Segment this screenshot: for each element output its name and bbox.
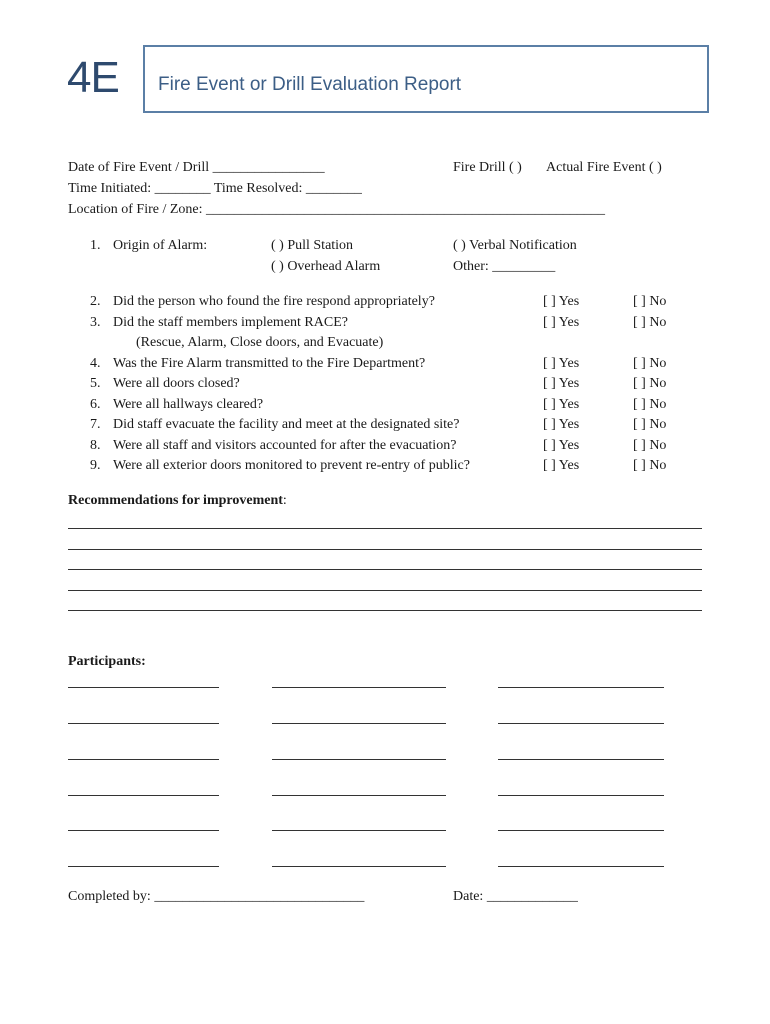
overhead-alarm-option[interactable]: ( ) Overhead Alarm: [271, 259, 381, 274]
recommendation-line[interactable]: [68, 569, 702, 570]
location-field[interactable]: Location of Fire / Zone: _________________________________________________________: [68, 202, 606, 217]
pull-station-option[interactable]: ( ) Pull Station: [271, 238, 354, 253]
participant-line[interactable]: [272, 830, 446, 831]
question-number: 4.: [90, 356, 101, 371]
yes-checkbox[interactable]: [ ] Yes: [543, 397, 580, 412]
question-number: 5.: [90, 376, 101, 391]
question-text: Were all staff and visitors accounted for after the evacuation?: [113, 438, 457, 453]
question-text: Did the person who found the fire respond appropriately?: [113, 294, 435, 309]
participant-line[interactable]: [68, 723, 219, 724]
no-checkbox[interactable]: [ ] No: [633, 356, 667, 371]
yes-checkbox[interactable]: [ ] Yes: [543, 376, 580, 391]
participants-label: Participants:: [68, 654, 146, 669]
participant-line[interactable]: [68, 687, 219, 688]
time-fields[interactable]: Time Initiated: ________ Time Resolved: ________: [68, 181, 362, 196]
participant-line[interactable]: [272, 866, 446, 867]
participant-line[interactable]: [498, 830, 664, 831]
recommendations-label: Recommendations for improvement: [68, 493, 283, 508]
participant-line[interactable]: [498, 795, 664, 796]
other-option[interactable]: Other: _________: [453, 259, 556, 274]
yes-checkbox[interactable]: [ ] Yes: [543, 356, 580, 371]
participant-line[interactable]: [68, 866, 219, 867]
fire-drill-option[interactable]: Fire Drill ( ): [453, 160, 522, 175]
question-number: 8.: [90, 438, 101, 453]
recommendation-line[interactable]: [68, 610, 702, 611]
completed-by-field[interactable]: Completed by: ______________________________: [68, 889, 365, 904]
participant-line[interactable]: [272, 687, 446, 688]
question-text: Did staff evacuate the facility and meet at the designated site?: [113, 417, 460, 432]
question-number: 3.: [90, 315, 101, 330]
yes-checkbox[interactable]: [ ] Yes: [543, 417, 580, 432]
no-checkbox[interactable]: [ ] No: [633, 438, 667, 453]
no-checkbox[interactable]: [ ] No: [633, 315, 667, 330]
page-title: Fire Event or Drill Evaluation Report: [158, 74, 462, 95]
recommendations-heading: [68, 493, 287, 509]
question-text: Was the Fire Alarm transmitted to the Fire Department?: [113, 356, 426, 371]
origin-label: Origin of Alarm:: [113, 238, 208, 253]
question-text: Were all exterior doors monitored to prevent re-entry of public?: [113, 458, 470, 473]
participant-line[interactable]: [498, 866, 664, 867]
no-checkbox[interactable]: [ ] No: [633, 397, 667, 412]
participant-line[interactable]: [498, 687, 664, 688]
participant-line[interactable]: [272, 795, 446, 796]
question-subtext: (Rescue, Alarm, Close doors, and Evacuate): [136, 335, 384, 350]
date-signed-field[interactable]: Date: _____________: [453, 889, 578, 904]
no-checkbox[interactable]: [ ] No: [633, 294, 667, 309]
yes-checkbox[interactable]: [ ] Yes: [543, 294, 580, 309]
recommendation-line[interactable]: [68, 590, 702, 591]
question-number: 2.: [90, 294, 101, 309]
actual-fire-option[interactable]: Actual Fire Event ( ): [546, 160, 662, 175]
participant-line[interactable]: [68, 795, 219, 796]
question-number: 7.: [90, 417, 101, 432]
participant-line[interactable]: [498, 723, 664, 724]
question-text: Were all doors closed?: [113, 376, 240, 391]
recommendation-line[interactable]: [68, 549, 702, 550]
participant-line[interactable]: [498, 759, 664, 760]
question-text: Did the staff members implement RACE?: [113, 315, 348, 330]
participant-line[interactable]: [272, 723, 446, 724]
question-number: 6.: [90, 397, 101, 412]
yes-checkbox[interactable]: [ ] Yes: [543, 315, 580, 330]
no-checkbox[interactable]: [ ] No: [633, 417, 667, 432]
date-field[interactable]: Date of Fire Event / Drill ________________: [68, 160, 325, 175]
participant-line[interactable]: [272, 759, 446, 760]
question-number: 9.: [90, 458, 101, 473]
verbal-notification-option[interactable]: ( ) Verbal Notification: [453, 238, 577, 253]
no-checkbox[interactable]: [ ] No: [633, 458, 667, 473]
form-code: 4E: [67, 53, 119, 102]
origin-number: 1.: [90, 238, 101, 253]
yes-checkbox[interactable]: [ ] Yes: [543, 438, 580, 453]
participant-line[interactable]: [68, 759, 219, 760]
recommendation-line[interactable]: [68, 528, 702, 529]
participant-line[interactable]: [68, 830, 219, 831]
recommendations-colon: :: [282, 493, 287, 508]
yes-checkbox[interactable]: [ ] Yes: [543, 458, 580, 473]
no-checkbox[interactable]: [ ] No: [633, 376, 667, 391]
question-text: Were all hallways cleared?: [113, 397, 264, 412]
